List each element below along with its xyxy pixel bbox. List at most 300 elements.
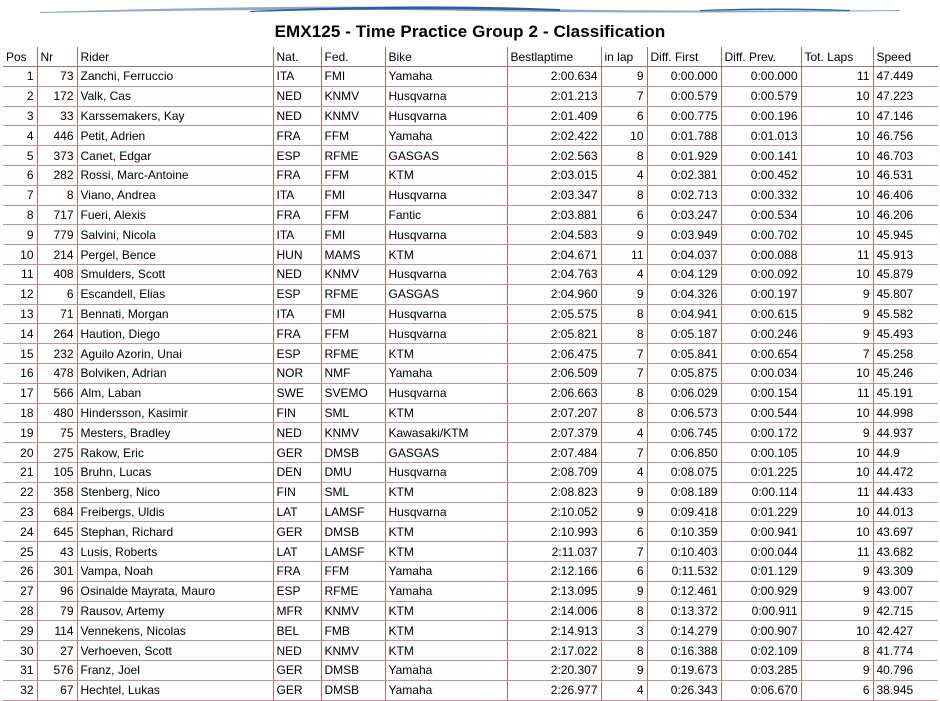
column-header-bestlaptime: Bestlaptime [507,47,601,67]
cell-bike: Yamaha [385,660,507,680]
cell-speed: 45.582 [873,304,938,324]
cell-nr: 73 [37,67,77,87]
cell-pos: 18 [3,403,37,423]
cell-fed: KNMV [321,641,385,661]
cell-tot-laps: 9 [801,660,873,680]
cell-nr: 43 [37,542,77,562]
cell-nr: 684 [37,502,77,522]
table-row [3,502,938,522]
cell-in-lap: 4 [601,462,647,482]
table-row [3,146,938,166]
column-header-nat: Nat. [273,47,321,67]
cell-speed: 45.945 [873,225,938,245]
cell-diff-prev: 0:00.332 [721,185,801,205]
table-row [3,324,938,344]
table-row [3,680,938,700]
cell-bike: KTM [385,621,507,641]
cell-rider: Escandell, Elias [77,284,273,304]
cell-pos: 5 [3,146,37,166]
cell-rider: Viano, Andrea [77,185,273,205]
cell-rider: Hindersson, Kasimir [77,403,273,423]
cell-diff-first: 0:08.075 [647,462,721,482]
cell-nr: 566 [37,383,77,403]
cell-nat: NED [273,641,321,661]
cell-diff-first: 0:12.461 [647,581,721,601]
cell-bestlaptime: 2:08.709 [507,462,601,482]
cell-pos: 7 [3,185,37,205]
table-row [3,601,938,621]
cell-bike: Husqvarna [385,225,507,245]
cell-rider: Rakow, Eric [77,443,273,463]
cell-tot-laps: 11 [801,67,873,87]
cell-diff-first: 0:00.775 [647,106,721,126]
cell-bike: Husqvarna [385,304,507,324]
cell-nr: 282 [37,165,77,185]
cell-fed: FMI [321,225,385,245]
column-header-pos: Pos [3,47,37,67]
cell-tot-laps: 10 [801,363,873,383]
cell-nr: 264 [37,324,77,344]
cell-pos: 22 [3,482,37,502]
cell-bestlaptime: 2:10.993 [507,522,601,542]
cell-diff-first: 0:26.343 [647,680,721,700]
cell-nat: FRA [273,561,321,581]
cell-in-lap: 9 [601,67,647,87]
cell-in-lap: 8 [601,185,647,205]
cell-speed: 45.191 [873,383,938,403]
cell-bestlaptime: 2:17.022 [507,641,601,661]
column-header-rider: Rider [77,47,273,67]
cell-diff-prev: 0:06.670 [721,680,801,700]
cell-tot-laps: 10 [801,225,873,245]
cell-diff-prev: 0:00.105 [721,443,801,463]
cell-diff-first: 0:04.941 [647,304,721,324]
cell-diff-prev: 0:00.197 [721,284,801,304]
table-row [3,443,938,463]
cell-bestlaptime: 2:02.422 [507,126,601,146]
cell-rider: Bruhn, Lucas [77,462,273,482]
cell-fed: RFME [321,344,385,364]
cell-nr: 446 [37,126,77,146]
cell-diff-prev: 0:01.225 [721,462,801,482]
cell-rider: Alm, Laban [77,383,273,403]
cell-rider: Valk, Cas [77,86,273,106]
cell-speed: 45.246 [873,363,938,383]
cell-bestlaptime: 2:07.484 [507,443,601,463]
cell-fed: KNMV [321,601,385,621]
cell-bestlaptime: 2:01.213 [507,86,601,106]
cell-pos: 21 [3,462,37,482]
column-header-bike: Bike [385,47,507,67]
cell-diff-first: 0:09.418 [647,502,721,522]
cell-diff-prev: 0:00.941 [721,522,801,542]
cell-diff-first: 0:06.029 [647,383,721,403]
cell-tot-laps: 10 [801,205,873,225]
cell-tot-laps: 11 [801,245,873,265]
cell-bike: KTM [385,344,507,364]
cell-nr: 232 [37,344,77,364]
cell-in-lap: 8 [601,146,647,166]
cell-fed: RFME [321,581,385,601]
cell-bestlaptime: 2:11.037 [507,542,601,562]
cell-bike: Yamaha [385,581,507,601]
cell-diff-prev: 0:00.196 [721,106,801,126]
cell-rider: Fueri, Alexis [77,205,273,225]
cell-diff-first: 0:04.326 [647,284,721,304]
cell-in-lap: 8 [601,641,647,661]
cell-in-lap: 6 [601,561,647,581]
cell-diff-first: 0:02.713 [647,185,721,205]
cell-pos: 1 [3,67,37,87]
cell-rider: Bennati, Morgan [77,304,273,324]
cell-diff-prev: 0:00.114 [721,482,801,502]
cell-fed: RFME [321,284,385,304]
table-row [3,482,938,502]
cell-diff-prev: 0:00.154 [721,383,801,403]
cell-diff-first: 0:11.532 [647,561,721,581]
cell-bike: KTM [385,403,507,423]
cell-bestlaptime: 2:06.509 [507,363,601,383]
cell-diff-prev: 0:00.141 [721,146,801,166]
cell-bike: Husqvarna [385,185,507,205]
cell-speed: 43.007 [873,581,938,601]
cell-pos: 3 [3,106,37,126]
cell-tot-laps: 10 [801,621,873,641]
cell-bestlaptime: 2:14.913 [507,621,601,641]
cell-nat: GER [273,443,321,463]
cell-pos: 8 [3,205,37,225]
cell-fed: FMI [321,185,385,205]
cell-pos: 13 [3,304,37,324]
cell-tot-laps: 9 [801,601,873,621]
cell-pos: 12 [3,284,37,304]
cell-fed: SML [321,482,385,502]
cell-fed: DMSB [321,443,385,463]
cell-rider: Smulders, Scott [77,264,273,284]
table-body [3,67,938,701]
cell-in-lap: 8 [601,304,647,324]
cell-fed: NMF [321,363,385,383]
cell-tot-laps: 10 [801,522,873,542]
cell-fed: KNMV [321,264,385,284]
column-header-nr: Nr [37,47,77,67]
cell-pos: 6 [3,165,37,185]
cell-pos: 30 [3,641,37,661]
cell-pos: 14 [3,324,37,344]
cell-bestlaptime: 2:07.207 [507,403,601,423]
cell-tot-laps: 10 [801,185,873,205]
cell-in-lap: 9 [601,284,647,304]
cell-speed: 46.406 [873,185,938,205]
cell-in-lap: 9 [601,502,647,522]
cell-speed: 42.427 [873,621,938,641]
cell-pos: 24 [3,522,37,542]
cell-pos: 23 [3,502,37,522]
cell-nat: GER [273,660,321,680]
cell-nat: DEN [273,462,321,482]
cell-tot-laps: 9 [801,324,873,344]
cell-bestlaptime: 2:04.960 [507,284,601,304]
table-row [3,641,938,661]
cell-tot-laps: 10 [801,146,873,166]
cell-fed: RFME [321,146,385,166]
cell-nat: FIN [273,403,321,423]
cell-in-lap: 8 [601,601,647,621]
table-row [3,581,938,601]
cell-bestlaptime: 2:05.575 [507,304,601,324]
table-row [3,363,938,383]
cell-diff-first: 0:05.841 [647,344,721,364]
cell-bike: KTM [385,165,507,185]
cell-speed: 46.703 [873,146,938,166]
cell-tot-laps: 10 [801,106,873,126]
cell-fed: DMU [321,462,385,482]
cell-rider: Osinalde Mayrata, Mauro [77,581,273,601]
cell-nat: ESP [273,344,321,364]
table-row [3,423,938,443]
cell-bike: Yamaha [385,67,507,87]
cell-speed: 46.531 [873,165,938,185]
cell-speed: 47.146 [873,106,938,126]
cell-diff-first: 0:06.850 [647,443,721,463]
cell-bike: Yamaha [385,126,507,146]
cell-nr: 67 [37,680,77,700]
cell-nat: FRA [273,165,321,185]
cell-diff-first: 0:01.788 [647,126,721,146]
cell-nr: 717 [37,205,77,225]
column-header-diff-first: Diff. First [647,47,721,67]
cell-tot-laps: 9 [801,561,873,581]
cell-nat: NED [273,264,321,284]
cell-fed: KNMV [321,106,385,126]
cell-rider: Stenberg, Nico [77,482,273,502]
cell-speed: 45.879 [873,264,938,284]
cell-in-lap: 4 [601,264,647,284]
table-row [3,621,938,641]
cell-nat: ESP [273,284,321,304]
cell-nat: FIN [273,482,321,502]
cell-diff-first: 0:03.247 [647,205,721,225]
cell-bestlaptime: 2:07.379 [507,423,601,443]
cell-in-lap: 6 [601,522,647,542]
cell-rider: Verhoeven, Scott [77,641,273,661]
cell-speed: 44.998 [873,403,938,423]
cell-diff-prev: 0:00.615 [721,304,801,324]
cell-fed: FMI [321,67,385,87]
cell-nat: GER [273,522,321,542]
cell-fed: SVEMO [321,383,385,403]
cell-tot-laps: 9 [801,304,873,324]
cell-diff-first: 0:05.875 [647,363,721,383]
cell-rider: Karssemakers, Kay [77,106,273,126]
cell-speed: 43.682 [873,542,938,562]
cell-rider: Franz, Joel [77,660,273,680]
cell-bestlaptime: 2:10.052 [507,502,601,522]
cell-nr: 301 [37,561,77,581]
cell-fed: FMI [321,304,385,324]
cell-nat: MFR [273,601,321,621]
cell-bike: Husqvarna [385,462,507,482]
cell-rider: Pergel, Bence [77,245,273,265]
cell-nat: FRA [273,205,321,225]
cell-tot-laps: 11 [801,542,873,562]
cell-nr: 79 [37,601,77,621]
cell-speed: 45.258 [873,344,938,364]
cell-tot-laps: 9 [801,423,873,443]
cell-nat: HUN [273,245,321,265]
column-header-tot-laps: Tot. Laps [801,47,873,67]
cell-nr: 645 [37,522,77,542]
cell-bike: KTM [385,245,507,265]
cell-speed: 44.472 [873,462,938,482]
cell-nr: 27 [37,641,77,661]
cell-diff-first: 0:00.579 [647,86,721,106]
cell-nr: 6 [37,284,77,304]
table-row [3,165,938,185]
table-row [3,522,938,542]
cell-fed: FFM [321,561,385,581]
cell-diff-first: 0:06.745 [647,423,721,443]
table-header-row [3,47,938,67]
cell-nr: 478 [37,363,77,383]
cell-diff-prev: 0:00.654 [721,344,801,364]
cell-fed: FFM [321,165,385,185]
cell-fed: DMSB [321,680,385,700]
cell-pos: 9 [3,225,37,245]
cell-rider: Lusis, Roberts [77,542,273,562]
cell-bike: KTM [385,522,507,542]
cell-diff-first: 0:19.673 [647,660,721,680]
table-row [3,205,938,225]
cell-rider: Rausov, Artemy [77,601,273,621]
cell-diff-first: 0:02.381 [647,165,721,185]
cell-speed: 38.945 [873,680,938,700]
cell-in-lap: 10 [601,126,647,146]
table-row [3,304,938,324]
cell-tot-laps: 10 [801,502,873,522]
cell-bestlaptime: 2:03.347 [507,185,601,205]
cell-bestlaptime: 2:04.763 [507,264,601,284]
cell-pos: 19 [3,423,37,443]
cell-rider: Zanchi, Ferruccio [77,67,273,87]
cell-nr: 275 [37,443,77,463]
cell-fed: FFM [321,205,385,225]
cell-rider: Salvini, Nicola [77,225,273,245]
cell-diff-prev: 0:00.702 [721,225,801,245]
cell-bestlaptime: 2:20.307 [507,660,601,680]
cell-tot-laps: 6 [801,680,873,700]
cell-speed: 41.774 [873,641,938,661]
cell-tot-laps: 8 [801,641,873,661]
cell-bike: GASGAS [385,443,507,463]
cell-diff-prev: 0:00.092 [721,264,801,284]
cell-pos: 17 [3,383,37,403]
cell-in-lap: 7 [601,344,647,364]
cell-bestlaptime: 2:06.663 [507,383,601,403]
cell-pos: 29 [3,621,37,641]
cell-diff-prev: 0:00.579 [721,86,801,106]
cell-nat: NED [273,106,321,126]
cell-diff-prev: 0:01.013 [721,126,801,146]
cell-nr: 214 [37,245,77,265]
cell-tot-laps: 9 [801,284,873,304]
cell-nr: 8 [37,185,77,205]
table-row [3,225,938,245]
cell-rider: Mesters, Bradley [77,423,273,443]
header-banner-stripe [0,0,940,20]
cell-rider: Petit, Adrien [77,126,273,146]
cell-bestlaptime: 2:02.563 [507,146,601,166]
table-row [3,561,938,581]
cell-diff-first: 0:13.372 [647,601,721,621]
cell-bike: KTM [385,542,507,562]
table-row [3,403,938,423]
cell-nr: 33 [37,106,77,126]
cell-in-lap: 9 [601,482,647,502]
cell-nr: 779 [37,225,77,245]
cell-speed: 40.796 [873,660,938,680]
cell-bestlaptime: 2:26.977 [507,680,601,700]
cell-nr: 480 [37,403,77,423]
cell-diff-prev: 0:00.907 [721,621,801,641]
cell-fed: MAMS [321,245,385,265]
cell-nat: FRA [273,126,321,146]
cell-pos: 2 [3,86,37,106]
cell-nat: LAT [273,502,321,522]
cell-bestlaptime: 2:13.095 [507,581,601,601]
cell-fed: LAMSF [321,502,385,522]
cell-nat: ITA [273,67,321,87]
cell-diff-prev: 0:00.929 [721,581,801,601]
cell-speed: 46.756 [873,126,938,146]
cell-in-lap: 8 [601,383,647,403]
cell-pos: 28 [3,601,37,621]
cell-diff-first: 0:10.403 [647,542,721,562]
cell-bike: Husqvarna [385,264,507,284]
cell-nat: ITA [273,304,321,324]
cell-nat: NED [273,86,321,106]
cell-diff-prev: 0:00.000 [721,67,801,87]
cell-nr: 408 [37,264,77,284]
cell-bestlaptime: 2:03.015 [507,165,601,185]
cell-bike: KTM [385,482,507,502]
table-row [3,126,938,146]
cell-tot-laps: 10 [801,462,873,482]
cell-bike: Husqvarna [385,502,507,522]
cell-nr: 105 [37,462,77,482]
cell-nat: NOR [273,363,321,383]
cell-diff-first: 0:10.359 [647,522,721,542]
cell-diff-prev: 0:00.034 [721,363,801,383]
table-row [3,660,938,680]
cell-nat: NED [273,423,321,443]
cell-in-lap: 4 [601,165,647,185]
cell-in-lap: 6 [601,106,647,126]
cell-nat: ESP [273,146,321,166]
cell-fed: LAMSF [321,542,385,562]
cell-bike: GASGAS [385,146,507,166]
cell-nr: 75 [37,423,77,443]
column-header-speed: Speed [873,47,938,67]
cell-fed: FFM [321,324,385,344]
cell-tot-laps: 10 [801,165,873,185]
cell-nat: FRA [273,324,321,344]
cell-pos: 31 [3,660,37,680]
cell-in-lap: 9 [601,581,647,601]
cell-speed: 43.697 [873,522,938,542]
cell-diff-prev: 0:00.534 [721,205,801,225]
cell-bestlaptime: 2:04.583 [507,225,601,245]
